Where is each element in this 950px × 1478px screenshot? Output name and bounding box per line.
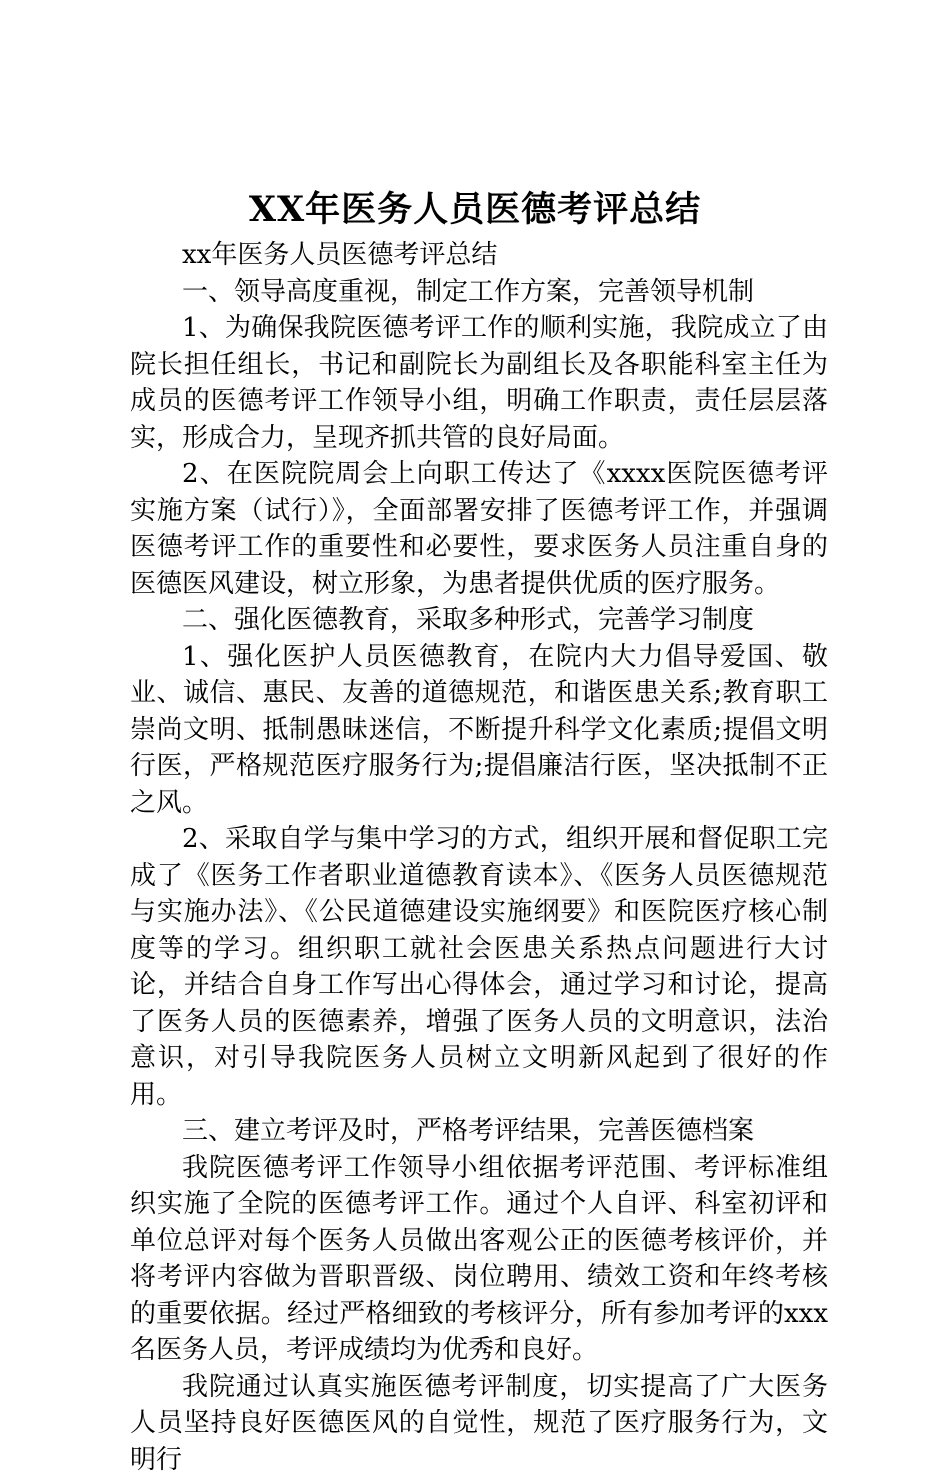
body-paragraph: 我院医德考评工作领导小组依据考评范围、考评标准组织实施了全院的医德考评工作。通过个人自评、科室初评和单位总评对每个医务人员做出客观公正的医德考核评价，并将考评内容做为晋职晋级、岗位聘用、绩效工资和年终考核的重要依据。经过严格细致的考核评分，所有参加考评的xxx名医务人员，考评成绩均为优秀和良好。 — [130, 1150, 828, 1369]
section-heading-3: 三、建立考评及时，严格考评结果，完善医德档案 — [130, 1113, 828, 1150]
body-paragraph: 1、强化医护人员医德教育，在院内大力倡导爱国、敬业、诚信、惠民、友善的道德规范，和谐医患关系;教育职工崇尚文明、抵制愚昧迷信，不断提升科学文化素质;提倡文明行医，严格规范医疗服务行为;提倡廉洁行医，坚决抵制不正之风。 — [130, 639, 828, 822]
section-heading-1: 一、领导高度重视，制定工作方案，完善领导机制 — [130, 274, 828, 311]
body-paragraph: 1、为确保我院医德考评工作的顺利实施，我院成立了由院长担任组长，书记和副院长为副组长及各职能科室主任为成员的医德考评工作领导小组，明确工作职责，责任层层落实，形成合力，呈现齐抓共管的良好局面。 — [130, 310, 828, 456]
body-paragraph: 2、在医院院周会上向职工传达了《xxxx医院医德考评实施方案（试行）》，全面部署安排了医德考评工作，并强调医德考评工作的重要性和必要性，要求医务人员注重自身的医德医风建设，树立形象，为患者提供优质的医疗服务。 — [130, 456, 828, 602]
document-body — [130, 237, 828, 1478]
subtitle-paragraph: xx年医务人员医德考评总结 — [130, 237, 828, 274]
body-paragraph: 2、采取自学与集中学习的方式，组织开展和督促职工完成了《医务工作者职业道德教育读本》、《医务人员医德规范与实施办法》、《公民道德建设实施纲要》和医院医疗核心制度等的学习。组织职工就社会医患关系热点问题进行大讨论，并结合自身工作写出心得体会，通过学习和讨论，提高了医务人员的医德素养，增强了医务人员的文明意识，法治意识，对引导我院医务人员树立文明新风起到了很好的作用。 — [130, 821, 828, 1113]
section-heading-2: 二、强化医德教育，采取多种形式，完善学习制度 — [130, 602, 828, 639]
body-paragraph: 我院通过认真实施医德考评制度，切实提高了广大医务人员坚持良好医德医风的自觉性，规范了医疗服务行为，文明行 — [130, 1369, 828, 1478]
document-title: XX年医务人员医德考评总结 — [0, 186, 950, 234]
